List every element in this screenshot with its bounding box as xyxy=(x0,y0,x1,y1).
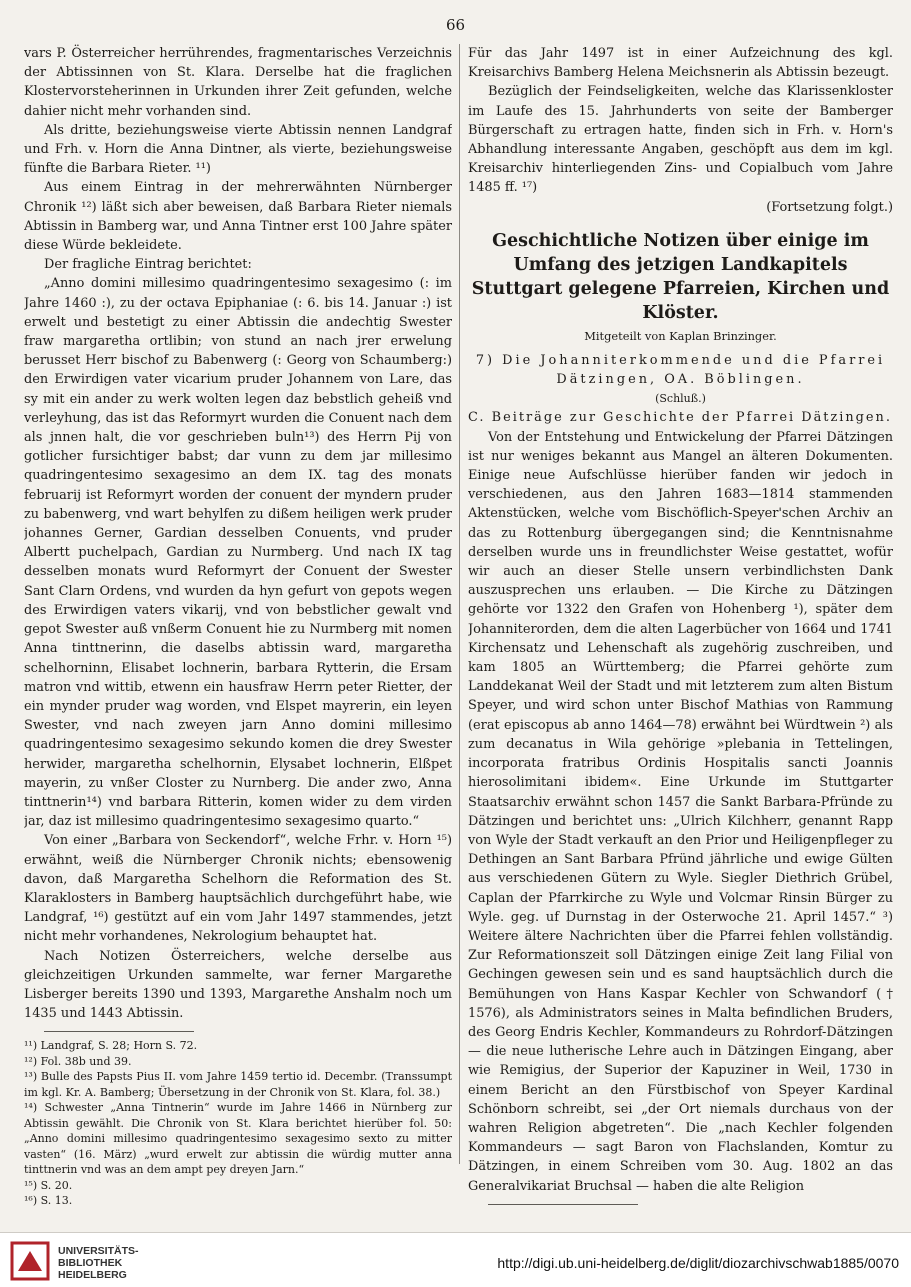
footnote: ¹⁶) S. 13. xyxy=(24,1194,73,1208)
quotation: „Anno domini millesimo quadringentesimo sexagesimo (: im Jahre 1460 :), zu der octava Epiphaniae (: 6. bis 14. Januar :) ist erwelt und bestetigt zu einer Abtissin die andechtig Swester fraw margaretha ortlibin; von stund an nach jrer erwelung berusset Herr bischof zu Babenwerg (: Georg von Schaumberg:) den Erwirdigen vater vicarium pruder Johannem von Lare, das sy mit ein ander zu werk wolten legen daz bebstlich geheiß vnd verleyhung, das ist das Reformyrt wurden die Conuent nach dem als jnnen halt, die vor geschrieben buln¹³) des Herrn Pij von gotlicher fursichtiger babst; dar vunn zu dem jar millesimo quadringentesimo sexagesimo an dem IX. tag des monats februarij ist Reformyrt worden der conuent der myndern pruder zu babenwerg, vnd wart behylfen zu dißem heiligen werk pruder johannes Gerner, Gardian desselben Conuents, vnd pruder Albertt puchelpach, Gardian zu Nurmberg. Und nach IX tag desselben monats wurd Reformyrt der Conuent der Swester Sant Clarn Ordens, vnd wurden da hyn gefurt von gepots wegen des Erwirdigen vaters vikarij, vnd von bebstlicher gewalt vnd gepot Swester auß vnßerm Conuent hie zu Nurmberg mit nomen Anna tinttnerinn, die daselbs abtissin ward, margaretha schelhorninn, Elisabet lochnerin, barbara Rytterin, die Ersam matron vnd wittib, etwenn ein hausfraw Herrn peter Rietter, der ein mynder pruder wag worden, vnd Elspet mayrerin, ein leyen Swester, vnd nach zweyen jarn Anno domini millesimo quadringentesimo sexagesimo sekundo komen die drey Swester herwider, margaretha schelhornin, Elysabet lochnerin, Elßpet mayerin, zu vnßer Closter zu Nurnberg. Die ander zwo, Anna tinttnerin¹⁴) vnd barbara Ritterin, komen wider zu dem virden jar, daz ist millesimo quadringentesimo sexagesimo quarto.“ xyxy=(24,276,452,830)
section-title: 7) Die Johanniterkommende und die Pfarrei Dätzingen, OA. Böblingen. xyxy=(475,352,886,388)
footnote: ¹²) Fol. 38b und 39. xyxy=(24,1054,132,1068)
footnote xyxy=(468,1211,893,1212)
university-library-logo-icon xyxy=(10,1241,50,1281)
conclusion-note: (Schluß.) xyxy=(655,392,706,406)
paragraph: Von einer „Barbara von Seckendorf“, welche Frhr. v. Horn ¹⁵) erwähnt, weiß die Nürnberger Chronik nichts; ebensowenig davon, daß Margaretha Schelhorn die Reformation des St. Klaraklosters in Bamberg hauptsächlich durchgeführt habe, wie Landgraf, ¹⁶) gestützt auf ein vom Jahr 1497 stammendes, jetzt nicht mehr vorhandenes, Nekrologium behauptet hat. xyxy=(24,833,452,945)
article-heading: Geschichtliche Notizen über einige im Umfang des jetzigen Landkapitels Stuttgart gelegene Pfarreien, Kirchen und Klöster. xyxy=(471,230,890,323)
footnotes-right xyxy=(468,1211,893,1212)
right-column xyxy=(468,44,893,1212)
continuation-note: (Fortsetzung folgt.) xyxy=(766,199,893,215)
viewer-footer xyxy=(0,1232,911,1287)
paragraph: Nach Notizen Österreichers, welche derselbe aus gleichzeitigen Urkunden sammelte, war ferner Margarethe Lisberger bereits 1390 und 1393, Margarethe Anshalm noch um 1435 und 1443 Abtissin. xyxy=(24,948,452,1022)
footnotes-left xyxy=(24,1038,452,1209)
page-number: 66 xyxy=(445,16,466,34)
library-name: UNIVERSITÄTS- BIBLIOTHEK HEIDELBERG xyxy=(58,1245,139,1281)
footnote-rule xyxy=(488,1204,638,1205)
paragraph: Als dritte, beziehungsweise vierte Abtissin nennen Landgraf und Frh. v. Horn die Anna Dintner, als vierte, beziehungsweise fünfte die Barbara Rieter. ¹¹) xyxy=(24,122,452,177)
paragraph: Für das Jahr 1497 ist in einer Aufzeichnung des kgl. Kreisarchivs Bamberg Helena Meichsnerin als Abtissin bezeugt. xyxy=(468,46,893,81)
paragraph: vars P. Österreicher herrührendes, fragmentarisches Verzeichnis der Abtissinnen von St. Klara. Derselbe hat die fraglichen Klostervorsteherinnen in Urkunden ihrer Zeit gefunden, welche dahier nicht mehr vorhanden sind. xyxy=(24,46,452,119)
footnote: ¹³) Bulle des Papsts Pius II. vom Jahre 1459 tertio id. Decembr. (Transsumpt im kgl. Kr. A. Bamberg; Übersetzung in der Chronik von St. Klara, fol. 38.) xyxy=(24,1070,452,1099)
paragraph: Von der Entstehung und Entwickelung der Pfarrei Dätzingen ist nur weniges bekannt aus Mangel an älteren Dokumenten. Einige neue Aufschlüsse hierüber fanden wir jedoch in verschiedenen, aus den Jahren 1683—1814 stammenden Aktenstücken, welche vom Bischöflich-Speyer'schen Archiv an das zu Rottenburg übergegangen sind; die Kenntnisnahme derselben wurde uns in freundlichster Weise gestattet, wofür wir auch an dieser Stelle unsern verbindlichsten Dank auszusprechen uns erlauben. — Die Kirche zu Dätzingen gehörte vor 1322 den Grafen von Hohenberg ¹), später dem Johanniterorden, dem die alten Lagerbücher von 1664 und 1741 Kirchensatz und Lehenschaft als zugehörig zuschreiben, und kam 1805 an Württemberg; die Pfarrei gehörte zum Landdekanat Weil der Stadt und mit letzterem zum alten Bistum Speyer, und wird schon unter Bischof Mathias von Rammung (erat episcopus ab anno 1464—78) erwähnt bei Würdtwein ²) als zum decanatus in Wila gehörige »plebania in Tettelingen, incorporata fratribus Ordinis Hospitalis sancti Joannis hierosolimitani ibidem«. Eine Urkunde im Stuttgarter Staatsarchiv erwähnt schon 1457 die Sankt Barbara-Pfründe zu Dätzingen und berichtet uns: „Ulrich Kilchherr, genannt Rapp von Wyle der Stadt verkauft an den Prior und Heiligenpfleger zu Dethingen an Sant Barbara Pfründ jährliche und ewige Gülten aus verschiedenen Gütern zu Wyle. Siegler Diethrich Grübel, Caplan der Pfarrkirche zu Wyle und Volcmar Rinsin Bürger zu Wyle. geg. uf Durnstag in der Osterwoche 21. April 1457.“ ³) Weitere ältere Nachrichten über die Pfarrei fehlen vollständig. Zur Reformationszeit soll Dätzingen einige Zeit lang Filial von Gechingen gewesen sein und es sand hauptsächlich durch die Bemühungen von Hans Kaspar Kechler von Schwandorf († 1576), als Administrators seines in Malta befindlichen Bruders, des Georg Endris Kechler, Kommandeurs zu Rohrdorf-Dätzingen — die neue lutherische Lehre auch in Dätzingen Eingang, aber wie Remigius, der Superior der Kapuziner in Weil, 1730 in einem Bericht an den Fürstbischof von Speyer Kardinal Schönborn schreibt, sei „der Ort niemals durchaus von der wahren Religion abgetreten“. Die „nach Kechler folgenden Kommandeurs — sagt Baron von Flachslanden, Komtur zu Dätzingen, in einem Schreiben vom 30. Aug. 1802 an das Generalvikariat Bruchsal — haben die alte Religion xyxy=(468,429,893,1194)
source-url-link[interactable]: http://digi.ub.uni-heidelberg.de/diglit/diozarchivschwab1885/0070 xyxy=(497,1255,899,1271)
footnote: ¹⁵) S. 20. xyxy=(24,1178,73,1192)
footnote: ¹¹) Landgraf, S. 28; Horn S. 72. xyxy=(24,1039,198,1053)
paragraph: Bezüglich der Feindseligkeiten, welche das Klarissenkloster im Laufe des 15. Jahrhunderts von seite der Bamberger Bürgerschaft zu ertragen hatte, finden sich in Frh. v. Horn's Abhandlung interessante Angaben, geschöpft aus dem im kgl. Kreisarchiv hinterliegenden Zins- und Copialbuch vom Jahre 1485 ff. ¹⁷) xyxy=(468,84,893,196)
subsection-title: C. Beiträge zur Geschichte der Pfarrei Dätzingen. xyxy=(468,410,892,426)
paragraph: Der fragliche Eintrag berichtet: xyxy=(44,257,252,273)
paragraph: Aus einem Eintrag in der mehrerwähnten Nürnberger Chronik ¹²) läßt sich aber beweisen, daß Barbara Rieter niemals Abtissin in Bamberg war, und Anna Tintner erst 100 Jahre später diese Würde bekleidete. xyxy=(24,180,452,254)
column-divider xyxy=(459,44,460,1164)
left-column xyxy=(24,44,452,1212)
byline: Mitgeteilt von Kaplan Brinzinger. xyxy=(584,328,777,343)
footnote: ¹⁴) Schwester „Anna Tintnerin“ wurde im Jahre 1466 in Nürnberg zur Abtissin gewählt. Die Chronik von St. Klara berichtet hierüber fol. 50: „Anno domini millesimo quadringentesimo sexagesimo sexto zu mitter vasten“ (16. März) „wurd erwelt zur abtissin die würdig mutter anna tinttnerin vnd was an dem ampt pey dreyen Jarn.“ xyxy=(24,1101,452,1177)
footnote-rule xyxy=(44,1031,194,1032)
